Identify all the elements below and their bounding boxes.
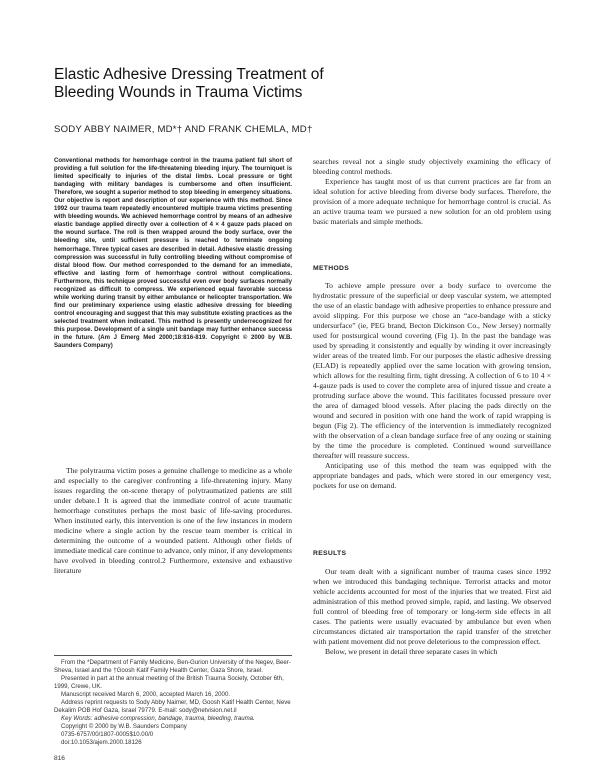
methods-paragraph-1: To achieve ample pressure over a body surface to overcome the hydrostatic pressure of the superficial or deep vascular system, we attempted the use of an elastic bandage with adhesive properties to enhance pressure and avoid slipping. For this purpose we chose an “ace-bandage with a sticky undersurface” (ie, PEG brand, Becton Dickinson Co., New Jersey) normally used for postsurgical wound covering (Fig 1). In the past the bandage was used by spreading it consistently and equally by winding it over increasingly wider areas of the treated limb. For our purposes the elastic adhesive dressing (ELAD) is repeatedly applied over the same location with growing tension, which allows for the resulting firm, tight dressing. A collection of 6 to 10 4 × 4-gauze pads is used to cover the complete area of injured tissue and create a protruding surface above the wound. This facilitates focussed pressure over the area of damaged blood vessels. After placing the pads directly on the wound and secured in position with one hand the work of rapid wrapping is begun (Fig 2). The efficiency of the intervention is immediately recognized with the observation of a clean bandage surface free of any oozing or staining by the time the procedure is completed. Continued wound surveillance thereafter will reassure success. (313, 281, 551, 460)
methods-paragraph-2: Anticipating use of this method the team was equipped with the appropriate bandages and pads, which were stored in our emergency vest, pockets for use on demand. (313, 461, 551, 490)
results-heading: RESULTS (313, 550, 347, 557)
methods-heading: METHODS (313, 265, 350, 272)
footnote-affiliation: From the *Department of Family Medicine, Ben-Gurion University of the Negev, Beer-Sheva, Israel and the †Goosh Katif Family Health Center, Gaza Shore, Israel. (54, 659, 291, 675)
results-paragraph-1: Our team dealt with a significant number of trauma cases since 1992 when we introduced this bandaging technique. Terrorist attacks and motor vehicle accidents accounted for most of the injuries that we treated. First aid administration of this method proved simple, rapid, and lasting. We observed full control of bleeding free of temporary or long-term side effects in all cases. The patients were usually evacuated by ambulance but even when circumstances dictated air transportation the rapid transfer of the stretcher with patient movement did not prove deleterious to the compression effect. (313, 567, 551, 646)
results-paragraph-2: Below, we present in detail three separate cases in which (325, 647, 498, 656)
footnote-doi: doi:10.1053/ajem.2000.18126 (61, 739, 142, 747)
abstract: Conventional methods for hemorrhage control in the trauma patient fall short of providing a full solution for the life-threatening bleeding injury. The tourniquet is limited specifically to injuries of the distal limbs. Local pressure or tight bandaging with military bandages is cumbersome and often insufficient. Therefore, we sought a superior method to stop bleeding in emergency situations. Our objective is report and description of our experience with this method. Since 1992 our trauma team repeatedly encountered multiple trauma victims presenting with bleeding wounds. We achieved hemorrhage control by means of an adhesive elastic bandage applied directly over a collection of 4 × 4 gauze pads placed on the wound surface. The roll is then wrapped around the body surface, over the bleeding site, until sufficient pressure is reached to terminate ongoing hemorrhage. Three typical cases are described in detail. Adhesive elastic dressing compression was successful in fully controlling bleeding without compromise of distal blood flow. Our method corresponded to the demand for an immediate, effective and lasting form of hemorrhage control without complications. Furthermore, this technique proved successful even over body surfaces normally recognized as difficult to compress. We experienced equal favorable success while working during transit by either ambulance or helicopter transportation. We find our preliminary experience using elastic adhesive dressing for bleeding control encouraging and suggest that this may substitute existing practices as the selected treatment when indicated. This method is presently underrecognized for this purpose. Development of a single unit bandage may further enhance success in the future. (Am J Emerg Med 2000;18:816-819. Copyright © 2000 by W.B. Saunders Company) (54, 158, 292, 350)
article-title-line-1: Elastic Adhesive Dressing Treatment of (54, 66, 324, 83)
article-title-line-2: Bleeding Wounds in Trauma Victims (54, 84, 303, 101)
footnotes (54, 659, 292, 748)
introduction (54, 466, 292, 576)
footnote-keywords: Key Words: adhesive compression, bandage, trauma, bleeding, trauma. (61, 715, 255, 723)
results-section (313, 567, 551, 657)
intro-continued-paragraph-1: searches reveal not a single study objectively examining the efficacy of bleeding control methods. (313, 157, 551, 176)
article-title (54, 66, 554, 102)
methods-section (313, 281, 551, 491)
footnote-divider (54, 655, 292, 656)
footnote-issn: 0735-6757/00/1807-0005$10.00/0 (61, 731, 154, 739)
intro-continued-paragraph-2: Experience has taught most of us that current practices are far from an ideal solution for active bleeding from diverse body surfaces. Therefore, the provision of a more adequate technique for hemorrhage control is crucial. As an active trauma team we pursued a new solution for an old problem using basic materials and simple methods. (313, 177, 551, 226)
footnote-reprints: Address reprint requests to Sody Abby Naimer, MD, Goosh Katif Health Center, Neve Dekalim POB Hof Gaza, Israel 79779. E-mail: sody@netvision.net.il (54, 699, 291, 715)
page-number: 816 (54, 755, 65, 762)
intro-paragraph: The polytrauma victim poses a genuine challenge to medicine as a whole and especially to the caregiver confronting a life-threatening injury. Many issues regarding the on-scene therapy of polytraumatized patients are still under debate.1 It is agreed that the immediate control of acute traumatic hemorrhage constitutes perhaps the most basic of life-saving procedures. When instituted early, this intervention is one of the few instances in modern medicine where a single action by the rescue team member is critical in determining the outcome of a wounded patient. Although other fields of immediate medical care continue to advance, only minor, if any developments have evolved in bleeding control.2 Furthermore, extensive and exhaustive literature (54, 466, 292, 575)
article-authors: SODY ABBY NAIMER, MD*† AND FRANK CHEMLA, MD† (54, 124, 313, 135)
footnote-copyright: Copyright © 2000 by W.B. Saunders Company (61, 723, 187, 731)
footnote-presented: Presented in part at the annual meeting of the British Trauma Society, October 6th, 1999, Crewe, UK. (54, 675, 284, 691)
footnote-manuscript: Manuscript received March 6, 2000, accepted March 16, 2000. (61, 691, 231, 699)
intro-continued (313, 157, 551, 227)
